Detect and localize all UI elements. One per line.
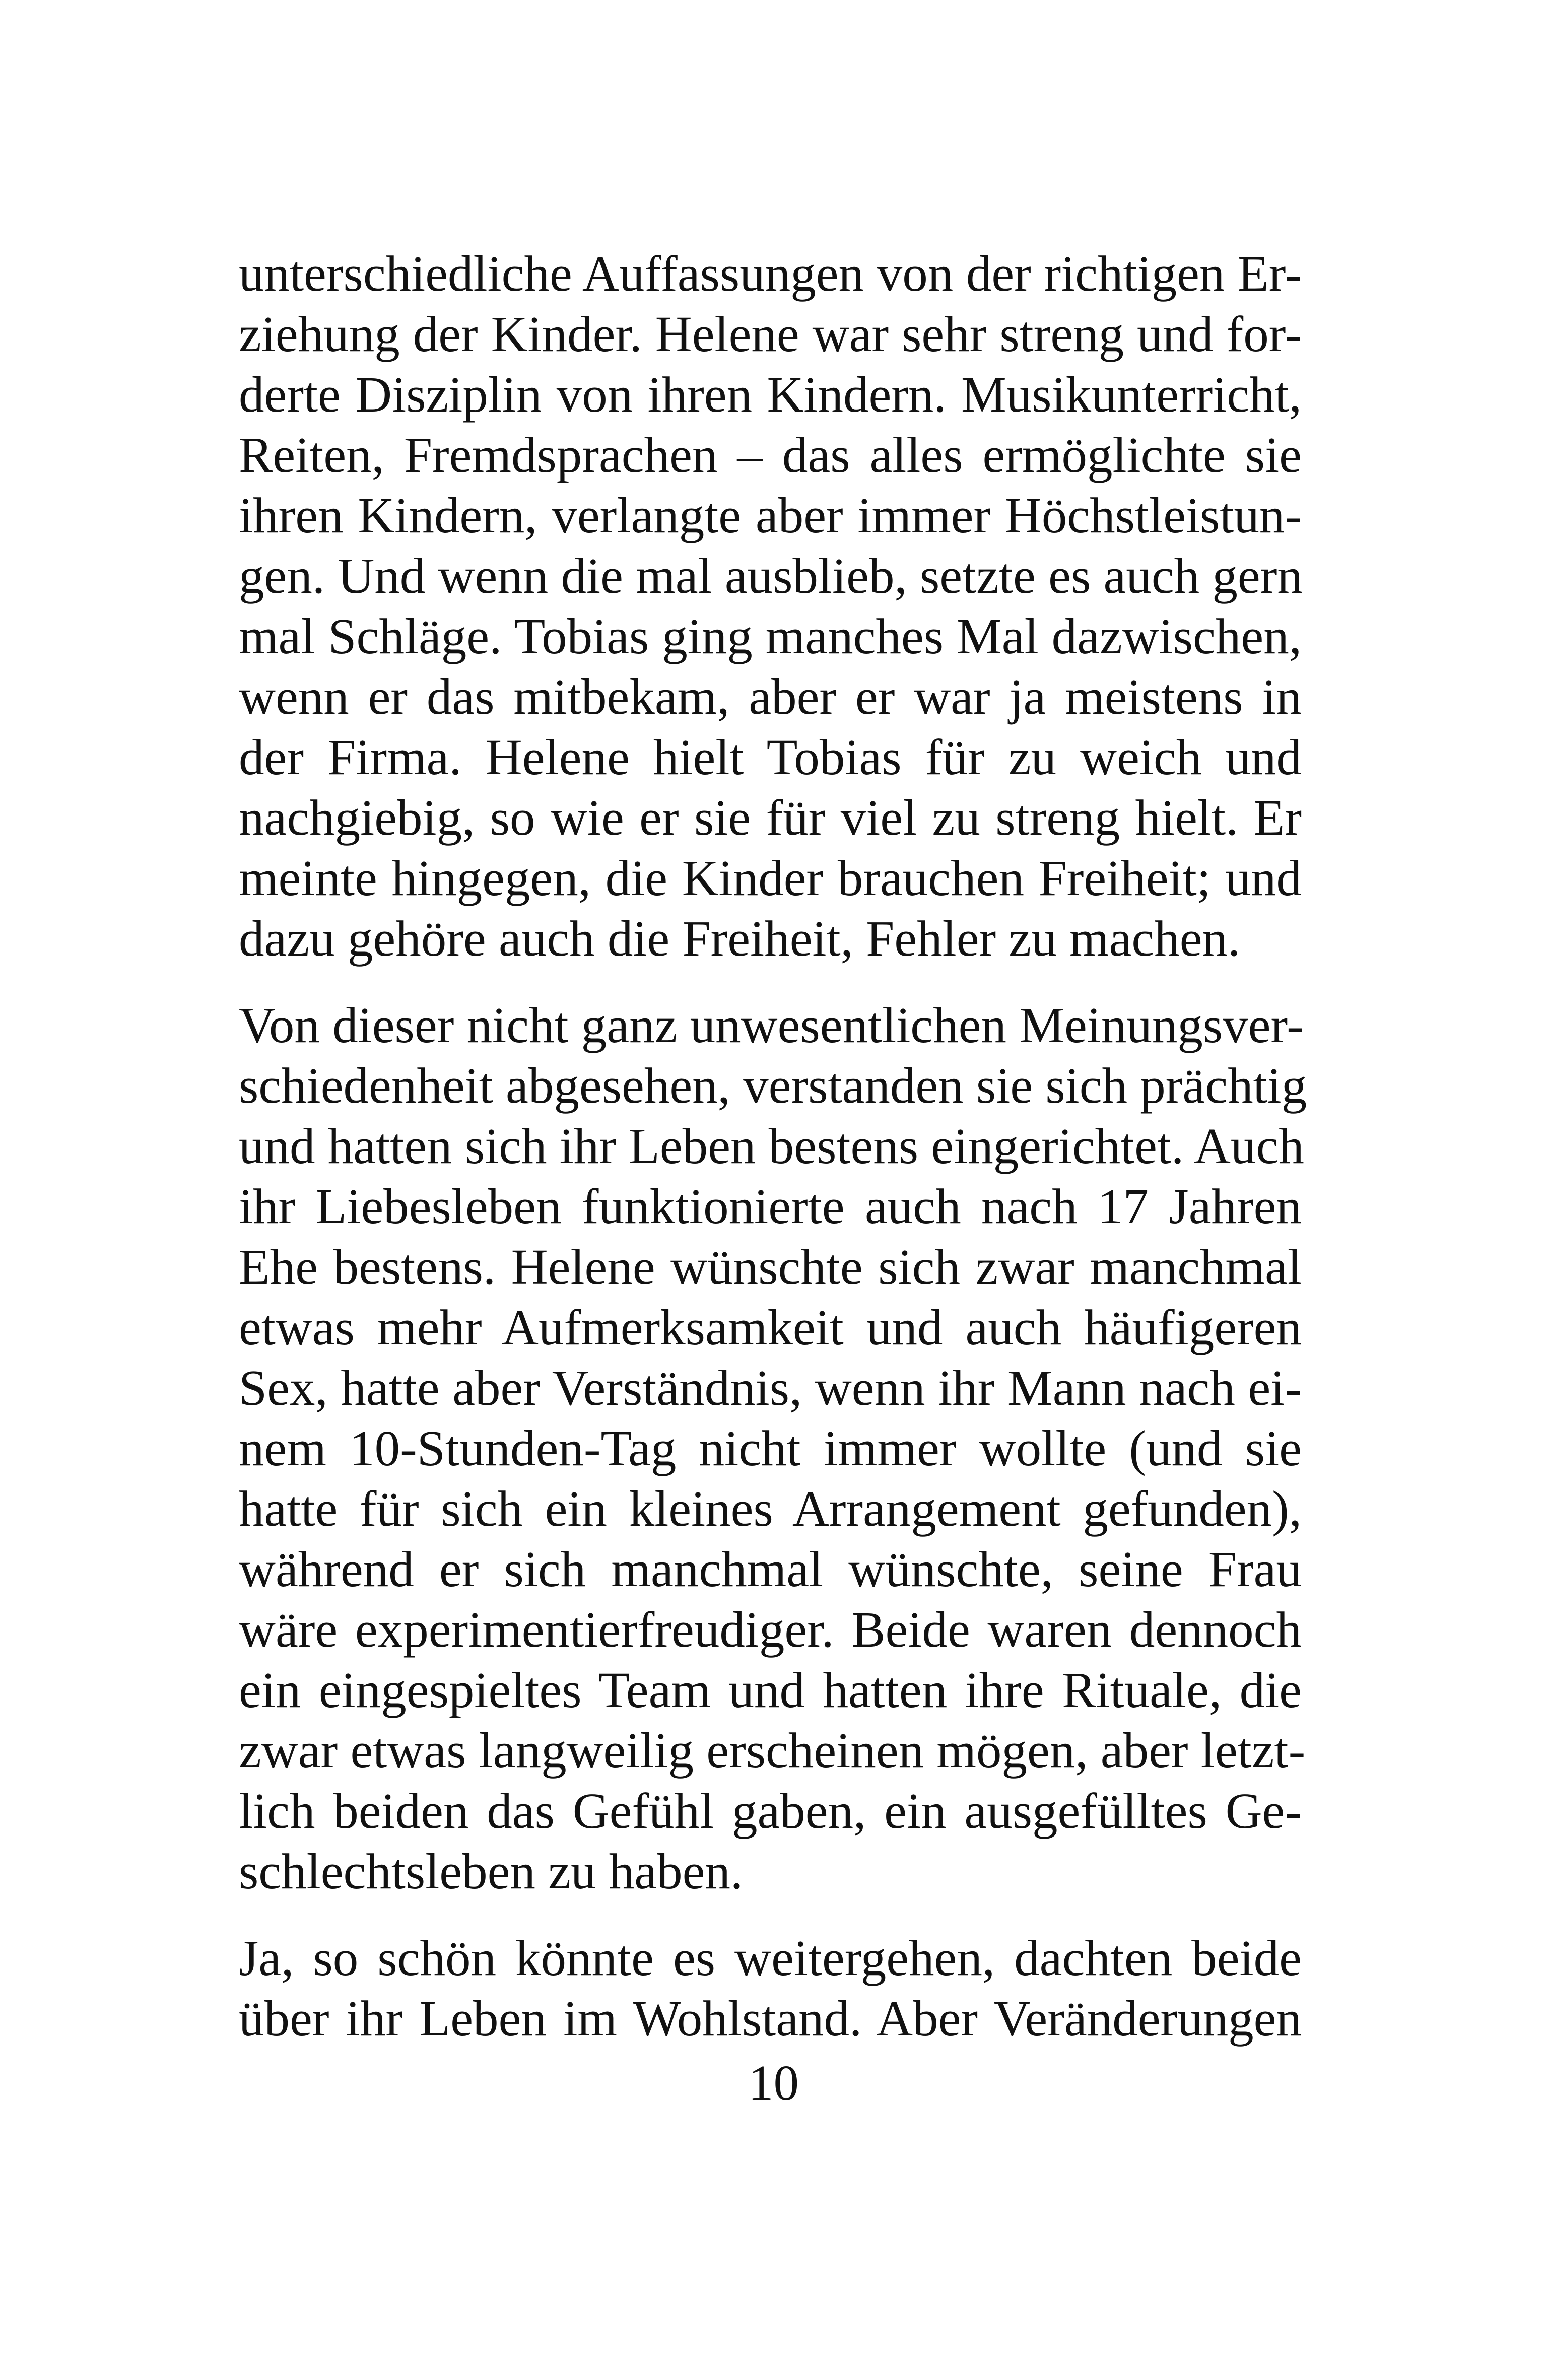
text-line: Ehe bestens. Helene wünschte sich zwar manchmal: [239, 1239, 1302, 1295]
text-line: unterschiedliche Auffassungen von der richtigen Er-: [239, 245, 1302, 302]
text-line: der Firma. Helene hielt Tobias für zu weich und: [239, 729, 1302, 785]
text-line: wenn er das mitbekam, aber er war ja meistens in: [239, 668, 1302, 725]
page-number: 10: [748, 2055, 799, 2111]
text-line: Ja, so schön könnte es weitergehen, dachten beide: [239, 1930, 1302, 1986]
text-line: Sex, hatte aber Verständnis, wenn ihr Mann nach ei-: [239, 1359, 1302, 1416]
text-line: mal Schläge. Tobias ging manches Mal dazwischen,: [239, 608, 1302, 664]
text-line: während er sich manchmal wünschte, seine Frau: [239, 1541, 1302, 1597]
text-line: schiedenheit abgesehen, verstanden sie sich prächtig: [239, 1057, 1307, 1114]
text-line: lich beiden das Gefühl gaben, ein ausgefülltes Ge-: [239, 1783, 1302, 1839]
paragraph-2: [239, 995, 1307, 1901]
text-line: derte Disziplin von ihren Kindern. Musikunterricht,: [239, 366, 1302, 423]
text-line: nem 10-Stunden-Tag nicht immer wollte (und sie: [239, 1420, 1302, 1476]
text-line: wäre experimentierfreudiger. Beide waren dennoch: [239, 1601, 1302, 1658]
text-line: dazu gehöre auch die Freiheit, Fehler zu machen.: [239, 910, 1241, 967]
text-line: zwar etwas langweilig erscheinen mögen, aber letzt-: [239, 1722, 1306, 1779]
paragraph-1: [239, 243, 1302, 969]
text-line: gen. Und wenn die mal ausblieb, setzte es auch gern: [239, 548, 1303, 604]
text-line: hatte für sich ein kleines Arrangement gefunden),: [239, 1480, 1302, 1537]
text-line: ihren Kindern, verlangte aber immer Höchstleistun-: [239, 487, 1302, 543]
paragraph-3: [239, 1928, 1302, 2049]
text-line: schlechtsleben zu haben.: [239, 1843, 744, 1899]
text-line: etwas mehr Aufmerksamkeit und auch häufigeren: [239, 1299, 1302, 1355]
text-line: Von dieser nicht ganz unwesentlichen Meinungsver-: [239, 997, 1304, 1053]
text-line: über ihr Leben im Wohlstand. Aber Veränderungen: [239, 1990, 1302, 2047]
text-line: ihr Liebesleben funktionierte auch nach 17 Jahren: [239, 1178, 1302, 1235]
text-line: und hatten sich ihr Leben bestens eingerichtet. Auch: [239, 1118, 1304, 1174]
body-text: [239, 243, 1307, 2049]
text-line: meinte hingegen, die Kinder brauchen Freiheit; und: [239, 850, 1302, 906]
text-line: ziehung der Kinder. Helene war sehr streng und for-: [239, 306, 1302, 362]
text-line: nachgiebig, so wie er sie für viel zu streng hielt. Er: [239, 789, 1302, 846]
text-line: Reiten, Fremdsprachen – das alles ermöglichte sie: [239, 427, 1302, 483]
text-line: ein eingespieltes Team und hatten ihre Rituale, die: [239, 1662, 1302, 1718]
